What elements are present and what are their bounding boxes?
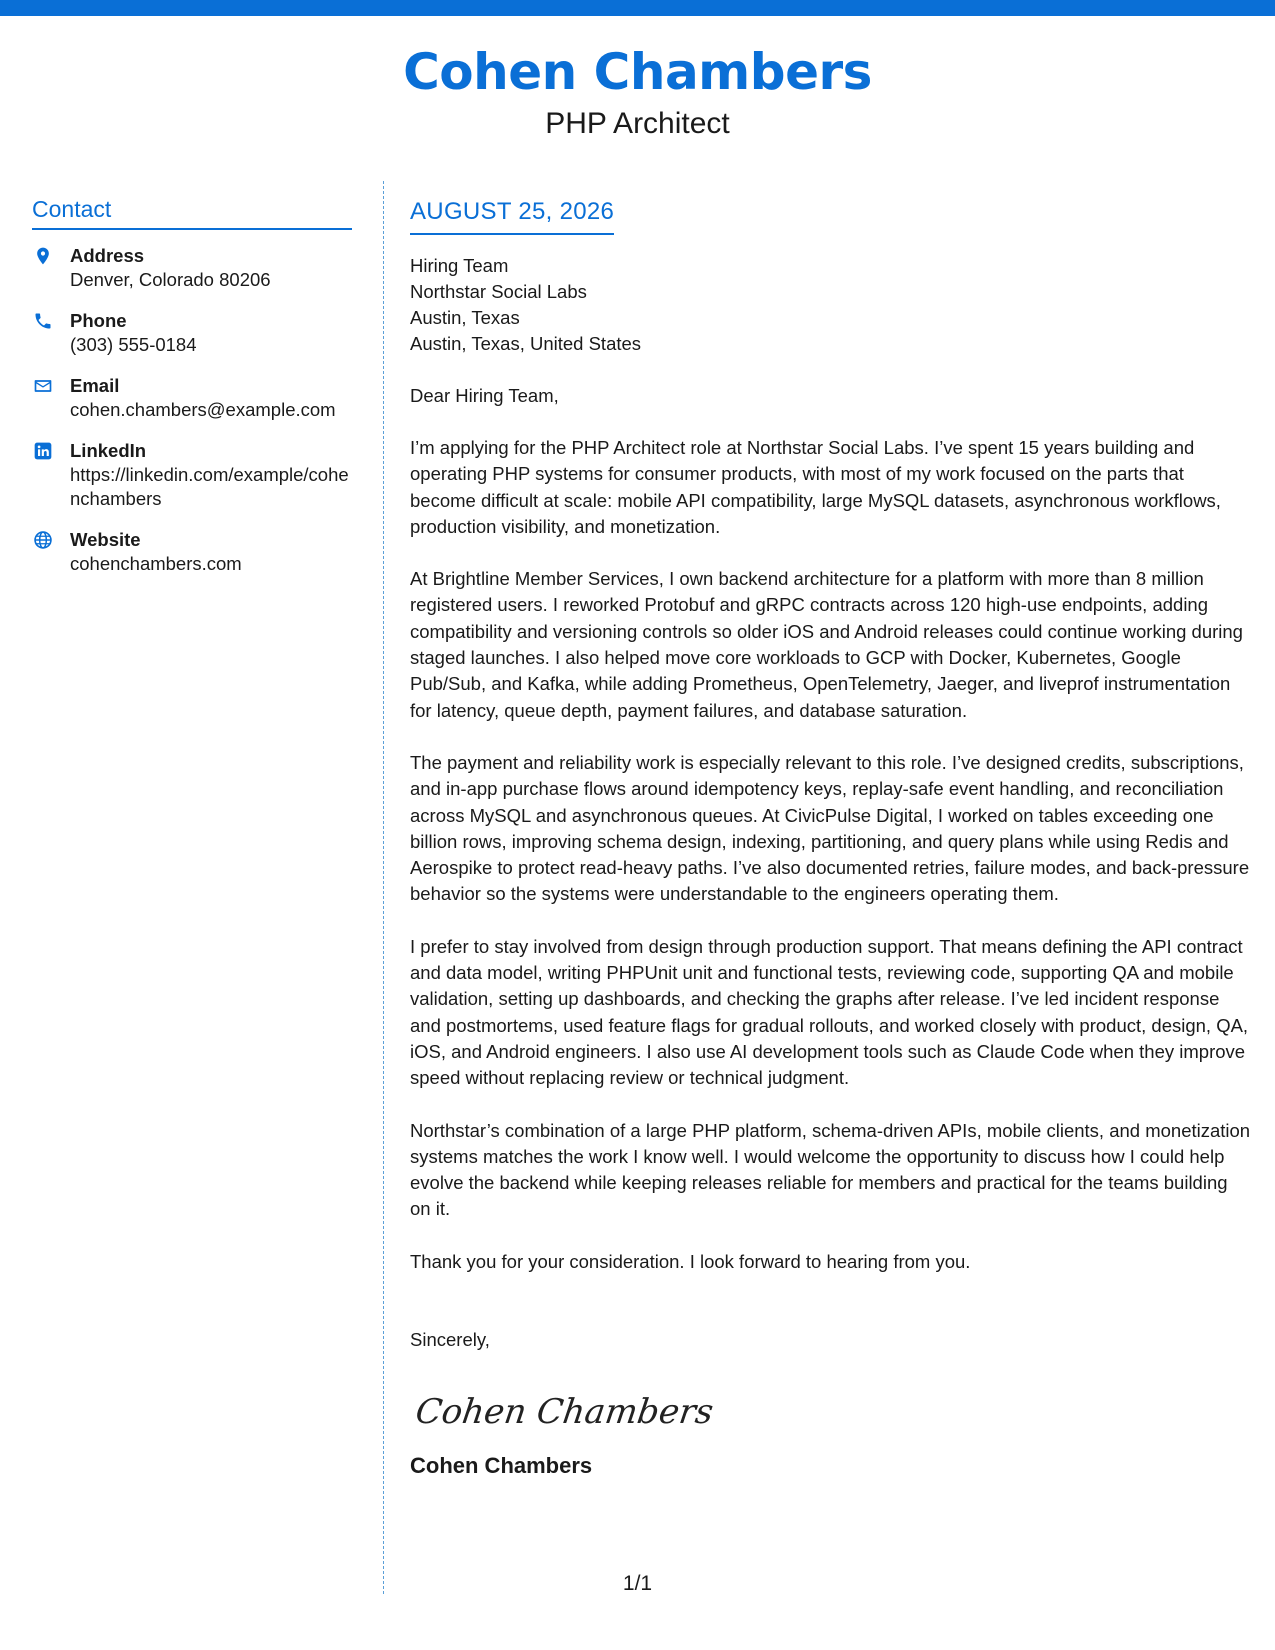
globe-icon bbox=[32, 528, 70, 550]
signature-text: Cohen Chambers bbox=[413, 1392, 716, 1432]
contact-label-phone: Phone bbox=[70, 310, 127, 331]
contact-address bbox=[32, 244, 352, 292]
phone-icon bbox=[32, 309, 70, 331]
contact-value-website[interactable]: cohenchambers.com bbox=[70, 553, 242, 574]
contact-label-email: Email bbox=[70, 375, 120, 396]
contact-label-address: Address bbox=[70, 245, 145, 266]
map-pin-icon bbox=[32, 244, 70, 266]
salutation: Dear Hiring Team, bbox=[410, 385, 559, 406]
letter-paragraph: I prefer to stay involved from design through production support. That means defining the API contract and data model, writing PHPUnit unit and functional tests, reviewing code, supporting QA and mobile validation, setting up dashboards, and checking the graphs after release. I’ve led incident response and postmortems, used feature flags for gradual rollouts, and worked closely with product, design, QA, iOS, and Android engineers. I also use AI development tools such as Claude Code when they improve speed without replacing review or technical judgment. bbox=[410, 935, 1249, 1089]
letter-paragraph: At Brightline Member Services, I own backend architecture for a platform with more than 8 million registered users. I reworked Protobuf and gRPC contracts across 120 high-use endpoints, adding compatibility and versioning controls so older iOS and Android releases could continue working during staged launches. I also helped move core workloads to GCP with Docker, Kubernetes, Google Pub/Sub, and Kafka, while adding Prometheus, OpenTelemetry, Jaeger, and liveprof instrumentation for latency, queue depth, payment failures, and database saturation. bbox=[410, 568, 1243, 721]
contact-section-title: Contact bbox=[32, 194, 352, 230]
letter-date: AUGUST 25, 2026 bbox=[410, 196, 614, 235]
letter-paragraph: Northstar’s combination of a large PHP platform, schema-driven APIs, mobile clients, and monetization systems matches the work I know well. I would welcome the opportunity to discuss how I could help evolve the backend while keeping releases reliable for members and practical for the teams building on it. bbox=[410, 1119, 1251, 1220]
handwritten-signature bbox=[413, 1383, 716, 1439]
recipient-line: Austin, Texas, United States bbox=[410, 333, 642, 354]
email-icon bbox=[32, 374, 70, 396]
contact-value-email: cohen.chambers@example.com bbox=[70, 399, 336, 420]
contact-website bbox=[32, 528, 352, 576]
applicant-name: Cohen Chambers bbox=[403, 43, 872, 101]
applicant-role: PHP Architect bbox=[545, 107, 730, 140]
recipient-line: Northstar Social Labs bbox=[410, 281, 587, 302]
contact-email bbox=[32, 374, 352, 422]
recipient-block bbox=[410, 253, 1252, 357]
page-number: 1/1 bbox=[622, 1572, 653, 1595]
letter-paragraph: Thank you for your consideration. I look forward to hearing from you. bbox=[410, 1250, 971, 1272]
top-accent-bar bbox=[0, 0, 1275, 16]
letter-paragraph: The payment and reliability work is especially relevant to this role. I’ve designed credits, subscriptions, and in-app purchase flows around idempotency keys, replay-safe event handling, and reconciliation across MySQL and asynchronous queues. At CivicPulse Digital, I worked on tables exceeding one billion rows, improving schema design, indexing, partitioning, and query plans while using Redis and Aerospike to protect read-heavy paths. I’ve also documented retries, failure modes, and back-pressure behavior so the systems were understandable to the engineers operating them. bbox=[410, 751, 1250, 905]
contact-label-linkedin: LinkedIn bbox=[70, 440, 147, 461]
letter-paragraph: I’m applying for the PHP Architect role at Northstar Social Labs. I’ve spent 15 years building and operating PHP systems for consumer products, with most of my work focused on the parts that become difficult at scale: mobile API compatibility, large MySQL datasets, asynchronous workflows, production visibility, and monetization. bbox=[410, 437, 1221, 537]
contact-value-linkedin[interactable]: https://linkedin.com/example/cohenchambers bbox=[70, 464, 349, 509]
column-divider bbox=[383, 181, 384, 1594]
closing: Sincerely, bbox=[410, 1329, 490, 1351]
cover-letter bbox=[410, 196, 1252, 1481]
recipient-line: Austin, Texas bbox=[410, 307, 520, 328]
signed-name: Cohen Chambers bbox=[410, 1453, 593, 1479]
contact-phone bbox=[32, 309, 352, 357]
contact-value-phone: (303) 555-0184 bbox=[70, 334, 197, 355]
contact-linkedin bbox=[32, 439, 352, 511]
recipient-line: Hiring Team bbox=[410, 255, 509, 276]
resume-header bbox=[0, 40, 1275, 144]
contact-label-website: Website bbox=[70, 529, 141, 550]
contact-value-address: Denver, Colorado 80206 bbox=[70, 269, 271, 290]
contact-sidebar bbox=[32, 194, 352, 593]
linkedin-icon bbox=[32, 439, 70, 461]
